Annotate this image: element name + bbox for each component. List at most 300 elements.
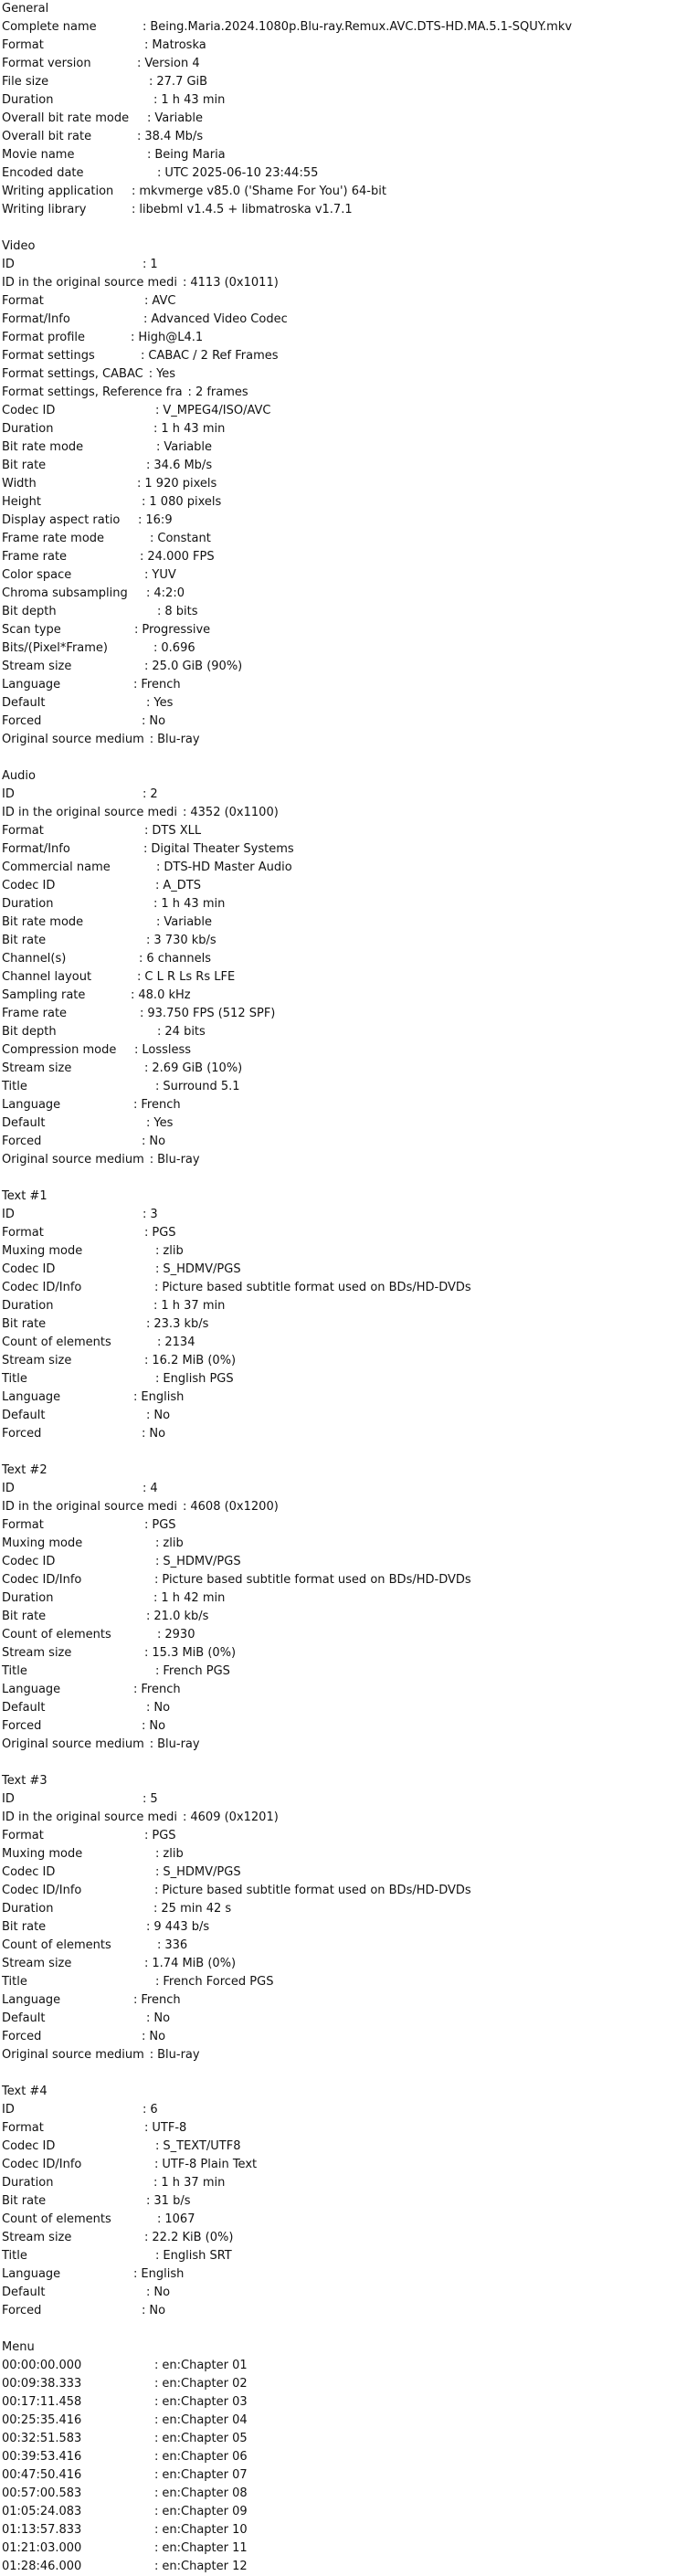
field-value: 38.4 Mb/s <box>144 130 204 143</box>
field-separator: : <box>142 495 146 509</box>
field-key: Format <box>2 294 44 308</box>
field-row <box>2 731 676 749</box>
field-value: 2930 <box>164 1628 195 1642</box>
field-separator: : <box>147 111 152 125</box>
field-key: ID <box>2 258 15 271</box>
field-row <box>2 274 676 292</box>
field-separator: : <box>139 952 143 966</box>
field-separator: : <box>157 2212 162 2226</box>
field-value: 24 bits <box>164 1025 206 1039</box>
field-separator: : <box>144 1061 149 1075</box>
field-key: Bit rate <box>2 1610 47 1623</box>
field-value: en:Chapter 01 <box>162 2359 248 2372</box>
field-key: Bit rate mode <box>2 915 84 929</box>
field-key: 00:00:00.000 <box>2 2359 82 2372</box>
field-row <box>2 1991 676 2010</box>
field-separator: : <box>143 20 147 34</box>
field-value: Lossless <box>142 1043 192 1057</box>
field-value: en:Chapter 11 <box>162 2541 248 2555</box>
field-row <box>2 2357 676 2375</box>
field-row <box>2 1882 676 1900</box>
field-value: No <box>149 714 166 728</box>
field-separator: : <box>140 1007 144 1020</box>
field-separator: : <box>182 806 187 819</box>
field-row <box>2 1900 676 1918</box>
section-text-4 <box>2 2083 676 2320</box>
field-key: Bit depth <box>2 1025 57 1039</box>
field-key: Format <box>2 1518 44 1532</box>
field-key: Width <box>2 477 37 491</box>
section-title: Menu <box>2 2340 35 2354</box>
field-row <box>2 2412 676 2430</box>
field-row <box>2 292 676 311</box>
field-separator: : <box>154 2413 159 2427</box>
field-key: ID in the original source medi <box>2 1811 177 1824</box>
field-separator: : <box>155 1536 160 1550</box>
field-row <box>2 932 676 950</box>
field-key: Channel layout <box>2 970 92 984</box>
field-value: Blu-ray <box>157 1153 200 1167</box>
field-value: Digital Theater Systems <box>151 842 294 856</box>
field-key: Duration <box>2 897 54 911</box>
field-row <box>2 1407 676 1425</box>
field-row <box>2 311 676 329</box>
field-key: Duration <box>2 93 54 107</box>
field-value: Version 4 <box>144 57 200 70</box>
field-value: 1 h 37 min <box>161 1299 226 1313</box>
field-value: Advanced Video Codec <box>151 312 288 326</box>
field-key: Display aspect ratio <box>2 513 121 527</box>
field-separator: : <box>142 714 146 728</box>
field-row <box>2 1736 676 1754</box>
field-row <box>2 365 676 384</box>
field-value: Being.Maria.2024.1080p.Blu-ray.Remux.AVC.DTS-HD.MA.5.1-SQUY.mkv <box>150 20 573 34</box>
section-title: Text #4 <box>2 2085 48 2098</box>
section-text-2 <box>2 1462 676 1754</box>
field-separator: : <box>132 185 136 198</box>
field-value: 5 <box>150 1792 158 1806</box>
field-row <box>2 2430 676 2448</box>
field-value: English PGS <box>163 1372 234 1386</box>
field-row <box>2 1973 676 1991</box>
field-key: Format settings <box>2 349 95 363</box>
field-value: 1 920 pixels <box>144 477 217 491</box>
section-general <box>2 0 676 219</box>
field-key: Frame rate <box>2 550 68 564</box>
field-key: Title <box>2 1664 27 1678</box>
field-separator: : <box>154 2432 159 2445</box>
field-key: Muxing mode <box>2 1244 83 1258</box>
field-value: 1 h 37 min <box>161 2176 226 2190</box>
field-row <box>2 1388 676 1407</box>
field-separator: : <box>187 385 192 399</box>
field-row <box>2 201 676 219</box>
field-separator: : <box>153 1591 158 1605</box>
field-key: Forced <box>2 2030 42 2043</box>
field-row <box>2 1279 676 1297</box>
field-row <box>2 713 676 731</box>
field-row <box>2 1370 676 1388</box>
field-separator: : <box>142 2030 146 2043</box>
field-key: Default <box>2 2286 46 2299</box>
field-separator: : <box>141 349 145 363</box>
field-row <box>2 786 676 804</box>
field-key: Bit rate mode <box>2 440 84 454</box>
field-row <box>2 1315 676 1334</box>
field-key: Codec ID <box>2 1555 56 1568</box>
field-value: en:Chapter 09 <box>162 2505 248 2518</box>
field-key: Stream size <box>2 1354 72 1367</box>
field-separator: : <box>153 422 158 436</box>
field-value: Surround 5.1 <box>163 1080 240 1093</box>
field-separator: : <box>144 2121 149 2135</box>
field-value: English <box>141 1390 185 1404</box>
field-value: 9 443 b/s <box>153 1920 210 1934</box>
field-key: Muxing mode <box>2 1536 83 1550</box>
field-separator: : <box>155 1244 160 1258</box>
field-value: 3 <box>150 1208 158 1221</box>
field-value: 4:2:0 <box>153 586 185 600</box>
field-row <box>2 1663 676 1681</box>
field-separator: : <box>155 404 160 417</box>
field-key: Format <box>2 2121 44 2135</box>
field-key: Writing application <box>2 185 114 198</box>
field-separator: : <box>131 988 135 1002</box>
field-value: AVC <box>152 294 176 308</box>
field-key: Frame rate mode <box>2 532 105 545</box>
field-row <box>2 1809 676 1827</box>
field-separator: : <box>157 605 162 618</box>
field-value: PGS <box>152 1518 176 1532</box>
field-separator: : <box>156 915 161 929</box>
field-value: 1 080 pixels <box>149 495 222 509</box>
field-separator: : <box>144 660 149 673</box>
field-value: en:Chapter 05 <box>162 2432 248 2445</box>
field-key: 01:13:57.833 <box>2 2523 82 2537</box>
field-row <box>2 110 676 128</box>
field-row <box>2 2101 676 2119</box>
section-title: Text #3 <box>2 1774 48 1788</box>
field-key: Title <box>2 1975 27 1989</box>
field-key: Codec ID <box>2 404 56 417</box>
field-separator: : <box>137 130 142 143</box>
field-value: Yes <box>156 367 176 381</box>
field-row <box>2 1297 676 1315</box>
field-key: 00:32:51.583 <box>2 2432 82 2445</box>
field-row <box>2 2539 676 2558</box>
field-separator: : <box>146 2286 151 2299</box>
field-key: 00:57:00.583 <box>2 2486 82 2500</box>
field-separator: : <box>146 586 151 600</box>
field-value: 1067 <box>164 2212 195 2226</box>
field-row <box>2 1918 676 1937</box>
field-row <box>2 2156 676 2174</box>
field-separator: : <box>154 2395 159 2409</box>
field-value: 25.0 GiB (90%) <box>152 660 243 673</box>
field-key: Compression mode <box>2 1043 117 1057</box>
field-row <box>2 2558 676 2576</box>
field-value: 336 <box>164 1938 188 1952</box>
field-value: en:Chapter 03 <box>162 2395 248 2409</box>
field-value: 21.0 kb/s <box>153 1610 209 1623</box>
field-key: Sampling rate <box>2 988 86 1002</box>
field-separator: : <box>155 2249 160 2263</box>
field-value: A_DTS <box>163 879 201 892</box>
section-title: Video <box>2 239 36 253</box>
field-row <box>2 1133 676 1151</box>
field-value: French <box>141 1993 181 2007</box>
field-value: French <box>141 678 181 692</box>
field-key: Codec ID <box>2 879 56 892</box>
field-value: 34.6 Mb/s <box>153 459 213 472</box>
field-key: Chroma subsampling <box>2 586 128 600</box>
field-row <box>2 2174 676 2192</box>
field-key: Format <box>2 1829 44 1842</box>
field-value: No <box>153 1409 171 1422</box>
field-row <box>2 493 676 512</box>
field-value: 2 frames <box>195 385 248 399</box>
field-separator: : <box>144 1518 149 1532</box>
field-separator: : <box>143 842 148 856</box>
field-key: File size <box>2 75 49 89</box>
field-key: Format/Info <box>2 312 70 326</box>
field-key: Movie name <box>2 148 75 162</box>
field-value: zlib <box>163 1847 184 1861</box>
field-value: 93.750 FPS (512 SPF) <box>147 1007 276 1020</box>
field-value: PGS <box>152 1226 176 1240</box>
field-value: 1 <box>150 258 158 271</box>
field-row <box>2 658 676 676</box>
field-key: Complete name <box>2 20 97 34</box>
field-value: Yes <box>153 1116 174 1130</box>
field-separator: : <box>153 93 158 107</box>
field-row <box>2 1498 676 1516</box>
field-value: libebml v1.4.5 + libmatroska v1.7.1 <box>139 203 353 216</box>
field-separator: : <box>155 1664 160 1678</box>
field-row <box>2 895 676 913</box>
field-value: 1.74 MiB (0%) <box>152 1957 237 1970</box>
field-separator: : <box>143 258 147 271</box>
field-key: Format profile <box>2 331 86 344</box>
field-row <box>2 420 676 438</box>
field-key: Language <box>2 1098 61 1112</box>
field-row <box>2 2485 676 2503</box>
field-row <box>2 2046 676 2064</box>
field-row <box>2 530 676 548</box>
field-separator: : <box>142 1135 146 1148</box>
field-key: Count of elements <box>2 2212 111 2226</box>
field-value: 25 min 42 s <box>161 1902 232 1916</box>
field-row <box>2 402 676 420</box>
field-row <box>2 2010 676 2028</box>
field-value: en:Chapter 02 <box>162 2377 248 2391</box>
field-key: ID <box>2 1208 15 1221</box>
field-key: Count of elements <box>2 1336 111 1349</box>
field-value: English <box>141 2267 185 2281</box>
field-value: C L R Ls Rs LFE <box>144 970 236 984</box>
field-separator: : <box>155 1080 160 1093</box>
field-separator: : <box>155 1372 160 1386</box>
field-row <box>2 1425 676 1443</box>
field-key: Language <box>2 1993 61 2007</box>
field-value: Blu-ray <box>157 2048 200 2062</box>
field-value: French PGS <box>163 1664 230 1678</box>
field-row <box>2 1845 676 1863</box>
field-key: Default <box>2 1701 46 1715</box>
field-separator: : <box>144 1646 149 1660</box>
field-row <box>2 877 676 895</box>
field-key: Count of elements <box>2 1938 111 1952</box>
section-video <box>2 238 676 749</box>
field-key: Forced <box>2 714 42 728</box>
field-value: 4352 (0x1100) <box>190 806 279 819</box>
field-key: ID <box>2 2103 15 2117</box>
field-row <box>2 585 676 603</box>
field-row <box>2 1114 676 1133</box>
field-row <box>2 1261 676 1279</box>
field-key: Stream size <box>2 1061 72 1075</box>
field-separator: : <box>137 477 142 491</box>
field-row <box>2 37 676 55</box>
field-row <box>2 1589 676 1608</box>
field-separator: : <box>154 1281 159 1294</box>
field-separator: : <box>157 166 162 180</box>
field-key: Language <box>2 1683 61 1696</box>
field-key: Format settings, CABAC <box>2 367 143 381</box>
field-separator: : <box>149 75 153 89</box>
field-separator: : <box>155 1865 160 1879</box>
field-separator: : <box>150 532 154 545</box>
field-row <box>2 2265 676 2284</box>
field-separator: : <box>144 1226 149 1240</box>
field-row <box>2 913 676 932</box>
field-separator: : <box>153 1902 158 1916</box>
field-row <box>2 859 676 877</box>
field-separator: : <box>142 1427 146 1441</box>
field-separator: : <box>149 2048 154 2062</box>
field-key: ID <box>2 1482 15 1495</box>
field-row <box>2 1206 676 1224</box>
field-value: 2.69 GiB (10%) <box>152 1061 243 1075</box>
field-value: 15.3 MiB (0%) <box>152 1646 237 1660</box>
field-separator: : <box>155 1555 160 1568</box>
field-value: Variable <box>164 440 213 454</box>
field-separator: : <box>133 2267 138 2281</box>
field-row <box>2 146 676 164</box>
field-row <box>2 2448 676 2466</box>
field-row <box>2 1827 676 1845</box>
field-key: Stream size <box>2 1646 72 1660</box>
field-separator: : <box>140 550 144 564</box>
field-separator: : <box>155 1975 160 1989</box>
field-separator: : <box>134 623 139 637</box>
field-key: Format version <box>2 57 91 70</box>
field-value: French Forced PGS <box>163 1975 274 1989</box>
field-value: No <box>149 1135 166 1148</box>
field-value: S_HDMV/PGS <box>163 1262 241 1276</box>
field-row <box>2 987 676 1005</box>
field-separator: : <box>143 1482 147 1495</box>
field-separator: : <box>146 1610 151 1623</box>
field-row <box>2 2302 676 2320</box>
field-value: 1 h 43 min <box>161 93 226 107</box>
field-separator: : <box>146 2011 151 2025</box>
field-value: 23.3 kb/s <box>153 1317 209 1331</box>
field-value: V_MPEG4/ISO/AVC <box>163 404 271 417</box>
field-separator: : <box>146 1116 151 1130</box>
field-key: 01:05:24.083 <box>2 2505 82 2518</box>
field-row <box>2 2119 676 2138</box>
field-row <box>2 1790 676 1809</box>
field-key: Default <box>2 696 46 710</box>
field-key: Height <box>2 495 41 509</box>
field-separator: : <box>142 1719 146 1733</box>
field-key: Title <box>2 1080 27 1093</box>
field-key: Forced <box>2 1719 42 1733</box>
field-separator: : <box>137 57 142 70</box>
field-value: zlib <box>163 1244 184 1258</box>
field-value: YUV <box>152 568 176 582</box>
field-key: ID <box>2 787 15 801</box>
field-row <box>2 950 676 968</box>
field-row <box>2 91 676 110</box>
field-separator: : <box>182 1500 187 1514</box>
field-separator: : <box>154 2158 159 2171</box>
field-separator: : <box>131 331 135 344</box>
field-key: Forced <box>2 1135 42 1148</box>
field-separator: : <box>143 312 148 326</box>
field-value: Constant <box>157 532 211 545</box>
field-value: zlib <box>163 1536 184 1550</box>
field-separator: : <box>137 970 142 984</box>
field-separator: : <box>153 897 158 911</box>
field-key: Bit rate <box>2 1920 47 1934</box>
field-value: S_TEXT/UTF8 <box>163 2139 241 2153</box>
field-key: Codec ID/Info <box>2 1281 82 1294</box>
field-separator: : <box>146 1317 151 1331</box>
field-value: en:Chapter 10 <box>162 2523 248 2537</box>
field-row <box>2 1699 676 1717</box>
field-row <box>2 347 676 365</box>
field-separator: : <box>147 148 152 162</box>
field-separator: : <box>144 1354 149 1367</box>
field-key: ID in the original source medi <box>2 276 177 290</box>
field-value: 27.7 GiB <box>156 75 208 89</box>
field-separator: : <box>149 733 154 746</box>
field-value: 4 <box>150 1482 158 1495</box>
field-separator: : <box>138 513 143 527</box>
field-key: Scan type <box>2 623 61 637</box>
field-value: No <box>149 1427 166 1441</box>
field-value: 31 b/s <box>153 2194 191 2208</box>
field-value: 6 channels <box>146 952 212 966</box>
field-row <box>2 1041 676 1060</box>
field-row <box>2 2393 676 2412</box>
field-key: Stream size <box>2 660 72 673</box>
field-value: Yes <box>153 696 174 710</box>
field-key: Format settings, Reference fra <box>2 385 183 399</box>
field-separator: : <box>154 2359 159 2372</box>
field-separator: : <box>154 1884 159 1897</box>
field-key: 00:25:35.416 <box>2 2413 82 2427</box>
field-key: Codec ID <box>2 2139 56 2153</box>
field-row <box>2 73 676 91</box>
field-separator: : <box>144 2231 149 2244</box>
field-value: 4113 (0x1011) <box>190 276 279 290</box>
field-separator: : <box>144 568 149 582</box>
field-value: No <box>153 1701 171 1715</box>
field-value: Blu-ray <box>157 1737 200 1751</box>
